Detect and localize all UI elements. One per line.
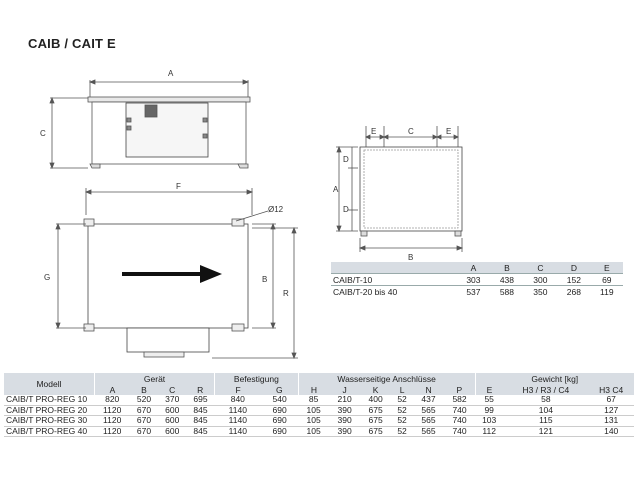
table-cell: 670 — [130, 426, 158, 437]
side-dim-e2-label: E — [446, 127, 452, 136]
table-header: A — [457, 262, 490, 274]
group-header: Befestigung — [215, 373, 299, 384]
table-cell: 390 — [329, 426, 360, 437]
table-cell: 104 — [503, 405, 588, 416]
table-cell: 103 — [475, 416, 503, 427]
model-table-body — [4, 395, 634, 437]
table-cell: 588 — [499, 286, 514, 297]
table-cell: 690 — [261, 405, 298, 416]
table-cell: CAIB/T PRO-REG 40 — [4, 426, 95, 437]
table-header-row — [331, 262, 623, 274]
table-cell: 127 — [588, 405, 634, 416]
table-cell: 675 — [360, 416, 391, 427]
table-cell: 690 — [261, 416, 298, 427]
side-dim-d2-label: D — [343, 205, 349, 214]
dim-c-label: C — [40, 129, 46, 138]
table-header: R — [186, 384, 214, 395]
table-cell: 112 — [475, 426, 503, 437]
table-cell: CAIB/T-20 bis 40 — [333, 286, 398, 297]
table-cell: 582 — [444, 395, 475, 405]
table-cell: 140 — [588, 426, 634, 437]
table-cell: 565 — [413, 426, 444, 437]
table-cell: 740 — [444, 416, 475, 427]
table-header: J — [329, 384, 360, 395]
table-cell: 390 — [329, 405, 360, 416]
side-dim-c-label: C — [408, 127, 414, 136]
table-cell: 740 — [444, 405, 475, 416]
side-dim-e1-label: E — [371, 127, 377, 136]
table-cell: 1140 — [215, 426, 261, 437]
table-cell: 670 — [130, 405, 158, 416]
table-cell: 840 — [215, 395, 261, 405]
table-cell: 115 — [503, 416, 588, 427]
table-cell: 350 — [533, 286, 548, 297]
table-cell: 268 — [566, 286, 581, 297]
table-row — [4, 405, 634, 416]
table-header: H3 C4 — [588, 384, 634, 395]
side-dim-a-label: A — [333, 185, 339, 194]
table-row — [4, 426, 634, 437]
table-header: B — [130, 384, 158, 395]
model-column-header: Modell — [4, 373, 95, 395]
group-header: Wasserseitige Anschlüsse — [298, 373, 475, 384]
table-cell: 845 — [186, 426, 214, 437]
table-cell: 1140 — [215, 405, 261, 416]
table-header: H3 / R3 / C4 — [503, 384, 588, 395]
table-header: D — [557, 262, 590, 274]
table-cell: 820 — [95, 395, 130, 405]
group-header: Gerät — [95, 373, 215, 384]
table-cell: CAIB/T PRO-REG 30 — [4, 416, 95, 427]
table-header — [331, 262, 457, 274]
table-cell: 675 — [360, 426, 391, 437]
table-cell: 52 — [391, 426, 413, 437]
table-cell: 565 — [413, 405, 444, 416]
table-row — [4, 395, 634, 405]
table-cell: 600 — [158, 416, 186, 427]
dim-a-label: A — [168, 69, 174, 78]
table-group-header-row — [4, 373, 634, 384]
table-cell: 303 — [457, 274, 490, 286]
table-row — [331, 286, 623, 298]
table-cell: 152 — [557, 274, 590, 286]
table-header: G — [261, 384, 298, 395]
table-cell: 69 — [591, 274, 623, 286]
table-cell: 370 — [158, 395, 186, 405]
table-header: N — [413, 384, 444, 395]
table-cell: 52 — [391, 416, 413, 427]
table-cell: 438 — [490, 274, 523, 286]
table-cell: 105 — [298, 405, 329, 416]
table-cell: 565 — [413, 416, 444, 427]
table-cell: 600 — [158, 426, 186, 437]
dim-b-label: B — [262, 275, 268, 284]
table-cell: 105 — [298, 426, 329, 437]
table-cell: 400 — [360, 395, 391, 405]
group-header: Gewicht [kg] — [475, 373, 634, 384]
dim-g-label: G — [44, 273, 51, 282]
table-cell: 390 — [329, 416, 360, 427]
table-cell: 540 — [261, 395, 298, 405]
table-row — [331, 274, 623, 286]
table-cell: 537 — [466, 286, 481, 297]
table-header: K — [360, 384, 391, 395]
table-cell: 845 — [186, 416, 214, 427]
front-view — [50, 80, 250, 168]
table-header: F — [215, 384, 261, 395]
table-cell: 52 — [391, 405, 413, 416]
table-cell: 52 — [391, 395, 413, 405]
table-cell: 67 — [588, 395, 634, 405]
side-dim-b-label: B — [408, 253, 414, 262]
table-header: E — [475, 384, 503, 395]
table-cell: 85 — [298, 395, 329, 405]
page-title: CAIB / CAIT E — [28, 36, 116, 51]
side-view — [336, 126, 462, 252]
dim-f-label: F — [176, 182, 181, 191]
table-cell: 58 — [503, 395, 588, 405]
table-cell: 520 — [130, 395, 158, 405]
table-header: C — [158, 384, 186, 395]
table-cell: CAIB/T-10 — [331, 274, 457, 286]
model-dimension-table — [4, 373, 634, 437]
table-cell: 695 — [186, 395, 214, 405]
table-cell: 670 — [130, 416, 158, 427]
table-header: B — [490, 262, 523, 274]
table-cell: 121 — [503, 426, 588, 437]
table-cell: 210 — [329, 395, 360, 405]
side-dim-d1-label: D — [343, 155, 349, 164]
table-cell: CAIB/T PRO-REG 20 — [4, 405, 95, 416]
table-cell: 675 — [360, 405, 391, 416]
table-cell: 300 — [524, 274, 557, 286]
dimension-table-small — [331, 262, 623, 297]
table-header: L — [391, 384, 413, 395]
table-header: C — [524, 262, 557, 274]
table-cell: 1120 — [95, 426, 130, 437]
table-cell: 600 — [158, 405, 186, 416]
table-cell: 99 — [475, 405, 503, 416]
table-cell: 740 — [444, 426, 475, 437]
table-cell: 55 — [475, 395, 503, 405]
table-cell: 1140 — [215, 416, 261, 427]
table-cell: 1120 — [95, 416, 130, 427]
table-header: A — [95, 384, 130, 395]
table-cell: 131 — [588, 416, 634, 427]
dim-r-label: R — [283, 289, 289, 298]
table-cell: 690 — [261, 426, 298, 437]
table-row — [4, 416, 634, 427]
hole-diameter-label: Ø12 — [268, 205, 284, 214]
table-cell: 437 — [413, 395, 444, 405]
table-header: P — [444, 384, 475, 395]
table-cell: 105 — [298, 416, 329, 427]
table-cell: 119 — [600, 286, 614, 297]
table-cell: CAIB/T PRO-REG 10 — [4, 395, 95, 405]
table-header: H — [298, 384, 329, 395]
table-cell: 1120 — [95, 405, 130, 416]
table-subheader-row — [4, 384, 634, 395]
table-header: E — [591, 262, 623, 274]
table-cell: 845 — [186, 405, 214, 416]
